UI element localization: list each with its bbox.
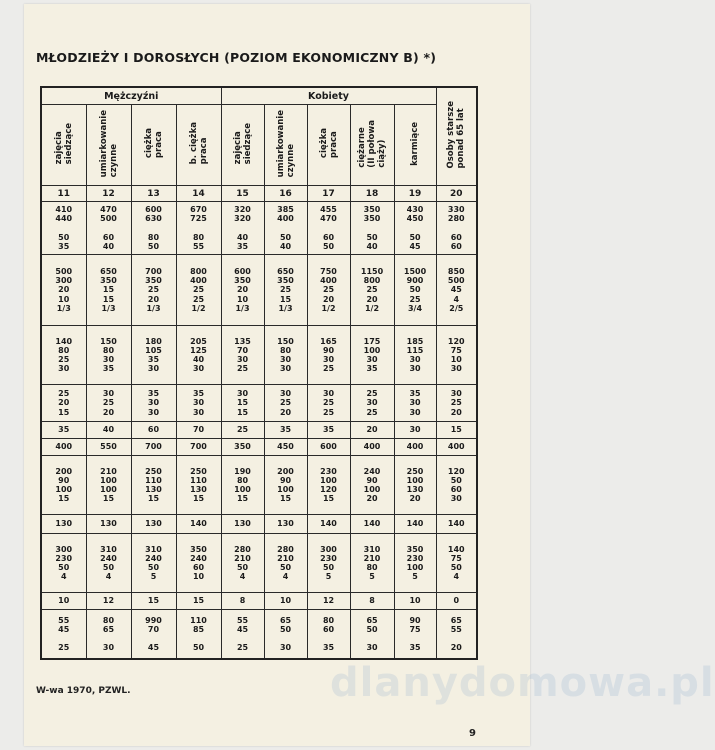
table-cell: 750 400 25 20 1/2 bbox=[307, 255, 350, 326]
table-cell: 250 100 130 20 bbox=[394, 456, 436, 515]
table-row bbox=[41, 439, 477, 456]
table-cell: 12 bbox=[86, 593, 131, 610]
table-cell: 130 bbox=[264, 515, 307, 534]
table-cell: 500 300 20 10 1/3 bbox=[41, 255, 86, 326]
table-cell: 15 bbox=[131, 593, 176, 610]
table-cell: 180 105 35 30 bbox=[131, 326, 176, 385]
table-cell: 165 90 30 25 bbox=[307, 326, 350, 385]
table-cell: 300 230 50 4 bbox=[41, 534, 86, 593]
nutrition-table bbox=[40, 86, 478, 660]
table-cell: 350 350 50 40 bbox=[350, 202, 394, 255]
table-cell: 850 500 45 4 2/5 bbox=[436, 255, 477, 326]
group-header-men: Mężczyźni bbox=[41, 87, 221, 105]
column-header bbox=[86, 105, 131, 186]
column-number: 16 bbox=[264, 186, 307, 202]
table-cell: 15 bbox=[176, 593, 221, 610]
column-header bbox=[350, 105, 394, 186]
table-cell: 670 725 80 55 bbox=[176, 202, 221, 255]
table-cell: 350 bbox=[221, 439, 264, 456]
column-header bbox=[221, 105, 264, 186]
table-cell: 205 125 40 30 bbox=[176, 326, 221, 385]
column-header-label: ciężarne (II połowa ciąży) bbox=[357, 119, 388, 168]
table-cell: 55 45 25 bbox=[41, 610, 86, 660]
column-header bbox=[436, 87, 477, 186]
table-cell: 70 bbox=[176, 422, 221, 439]
table-cell: 600 630 80 50 bbox=[131, 202, 176, 255]
table-cell: 90 75 35 bbox=[394, 610, 436, 660]
column-header bbox=[131, 105, 176, 186]
column-number: 13 bbox=[131, 186, 176, 202]
table-cell: 240 90 100 20 bbox=[350, 456, 394, 515]
table-cell: 15 bbox=[436, 422, 477, 439]
table-cell: 600 350 20 10 1/3 bbox=[221, 255, 264, 326]
table-cell: 35 bbox=[307, 422, 350, 439]
table-cell: 25 bbox=[221, 422, 264, 439]
table-cell: 135 70 30 25 bbox=[221, 326, 264, 385]
table-cell: 190 80 100 15 bbox=[221, 456, 264, 515]
table-cell: 30 25 20 bbox=[264, 385, 307, 422]
table-row bbox=[41, 456, 477, 515]
watermark: dlanydomowa.pl bbox=[330, 660, 715, 706]
table-cell: 130 bbox=[131, 515, 176, 534]
table-cell: 30 25 20 bbox=[86, 385, 131, 422]
table-cell: 210 100 100 15 bbox=[86, 456, 131, 515]
table-cell: 280 210 50 4 bbox=[264, 534, 307, 593]
table-cell: 310 240 50 4 bbox=[86, 534, 131, 593]
table-cell: 140 80 25 30 bbox=[41, 326, 86, 385]
column-header bbox=[41, 105, 86, 186]
table-cell: 120 75 10 30 bbox=[436, 326, 477, 385]
group-header-women: Kobiety bbox=[221, 87, 436, 105]
table-cell: 320 320 40 35 bbox=[221, 202, 264, 255]
table-cell: 470 500 60 40 bbox=[86, 202, 131, 255]
table-cell: 25 20 15 bbox=[41, 385, 86, 422]
table-cell: 0 bbox=[436, 593, 477, 610]
column-header-label: zajęcia siedzące bbox=[232, 122, 253, 165]
column-header bbox=[307, 105, 350, 186]
table-cell: 400 bbox=[350, 439, 394, 456]
table-row bbox=[41, 515, 477, 534]
column-header-label: Osoby starsze ponad 65 lat bbox=[446, 101, 467, 169]
table-cell: 230 100 120 15 bbox=[307, 456, 350, 515]
table-row bbox=[41, 326, 477, 385]
table-cell: 10 bbox=[264, 593, 307, 610]
table-cell: 200 90 100 15 bbox=[41, 456, 86, 515]
table-cell: 650 350 25 15 1/3 bbox=[264, 255, 307, 326]
table-cell: 410 440 50 35 bbox=[41, 202, 86, 255]
column-header-label: ciężka praca bbox=[318, 128, 339, 159]
table-cell: 35 bbox=[264, 422, 307, 439]
table-cell: 350 230 100 5 bbox=[394, 534, 436, 593]
column-number: 20 bbox=[436, 186, 477, 202]
page-title: MŁODZIEŻY I DOROSŁYCH (POZIOM EKONOMICZNY B) *) bbox=[36, 50, 437, 65]
table-cell: 455 470 60 50 bbox=[307, 202, 350, 255]
table-cell: 80 60 35 bbox=[307, 610, 350, 660]
column-number: 19 bbox=[394, 186, 436, 202]
table-cell: 600 bbox=[307, 439, 350, 456]
table-cell: 250 110 130 15 bbox=[131, 456, 176, 515]
table-cell: 700 350 25 20 1/3 bbox=[131, 255, 176, 326]
table-cell: 1150 800 25 20 1/2 bbox=[350, 255, 394, 326]
table-cell: 140 bbox=[176, 515, 221, 534]
table-cell: 300 230 50 5 bbox=[307, 534, 350, 593]
table-cell: 40 bbox=[86, 422, 131, 439]
table-cell: 10 bbox=[394, 593, 436, 610]
table-cell: 35 30 30 bbox=[131, 385, 176, 422]
table-cell: 30 25 25 bbox=[307, 385, 350, 422]
column-number: 15 bbox=[221, 186, 264, 202]
table-cell: 35 30 30 bbox=[394, 385, 436, 422]
column-header-label: ciężka praca bbox=[143, 128, 164, 159]
table-cell: 10 bbox=[41, 593, 86, 610]
table-cell: 990 70 45 bbox=[131, 610, 176, 660]
column-number: 17 bbox=[307, 186, 350, 202]
table-cell: 120 50 60 30 bbox=[436, 456, 477, 515]
table-cell: 25 30 25 bbox=[350, 385, 394, 422]
column-header-label: b. ciężka praca bbox=[188, 122, 209, 165]
table-cell: 1500 900 50 25 3/4 bbox=[394, 255, 436, 326]
table-cell: 8 bbox=[221, 593, 264, 610]
table-cell: 310 210 80 5 bbox=[350, 534, 394, 593]
column-header bbox=[394, 105, 436, 186]
column-header-label: zajęcia siedzące bbox=[53, 122, 74, 165]
table-cell: 130 bbox=[41, 515, 86, 534]
table-row bbox=[41, 255, 477, 326]
table-cell: 30 15 15 bbox=[221, 385, 264, 422]
table-cell: 400 bbox=[41, 439, 86, 456]
table-cell: 65 55 20 bbox=[436, 610, 477, 660]
table-cell: 8 bbox=[350, 593, 394, 610]
table-cell: 350 240 60 10 bbox=[176, 534, 221, 593]
table-row bbox=[41, 202, 477, 255]
footer-note: W-wa 1970, PZWL. bbox=[36, 686, 131, 696]
table-cell: 150 80 30 30 bbox=[264, 326, 307, 385]
table-cell: 55 45 25 bbox=[221, 610, 264, 660]
table-cell: 130 bbox=[86, 515, 131, 534]
table-cell: 650 350 15 15 1/3 bbox=[86, 255, 131, 326]
table-cell: 30 25 20 bbox=[436, 385, 477, 422]
column-number: 12 bbox=[86, 186, 131, 202]
table-cell: 140 bbox=[350, 515, 394, 534]
table-cell: 35 30 30 bbox=[176, 385, 221, 422]
table-cell: 20 bbox=[350, 422, 394, 439]
table-row bbox=[41, 385, 477, 422]
table-cell: 35 bbox=[41, 422, 86, 439]
table-cell: 60 bbox=[131, 422, 176, 439]
table-cell: 80 65 30 bbox=[86, 610, 131, 660]
column-header bbox=[176, 105, 221, 186]
table-cell: 65 50 30 bbox=[264, 610, 307, 660]
table-cell: 250 110 130 15 bbox=[176, 456, 221, 515]
column-header-label: umiarkowanie czynne bbox=[275, 109, 296, 178]
table-cell: 310 240 50 5 bbox=[131, 534, 176, 593]
table-cell: 140 bbox=[394, 515, 436, 534]
table-cell: 140 bbox=[307, 515, 350, 534]
column-header-label: umiarkowanie czynne bbox=[98, 109, 119, 178]
column-number: 14 bbox=[176, 186, 221, 202]
column-number: 18 bbox=[350, 186, 394, 202]
table-cell: 200 90 100 15 bbox=[264, 456, 307, 515]
table-cell: 150 80 30 35 bbox=[86, 326, 131, 385]
table-cell: 30 bbox=[394, 422, 436, 439]
table-row bbox=[41, 593, 477, 610]
page-number: 9 bbox=[469, 728, 476, 739]
table-cell: 550 bbox=[86, 439, 131, 456]
table-cell: 280 210 50 4 bbox=[221, 534, 264, 593]
table-cell: 65 50 30 bbox=[350, 610, 394, 660]
table-cell: 185 115 30 30 bbox=[394, 326, 436, 385]
table-cell: 400 bbox=[436, 439, 477, 456]
table-cell: 700 bbox=[176, 439, 221, 456]
table-cell: 175 100 30 35 bbox=[350, 326, 394, 385]
column-header-label: karmiące bbox=[410, 121, 421, 166]
table-row bbox=[41, 610, 477, 660]
table-cell: 12 bbox=[307, 593, 350, 610]
table-cell: 800 400 25 25 1/2 bbox=[176, 255, 221, 326]
table-row bbox=[41, 422, 477, 439]
table-cell: 330 280 60 60 bbox=[436, 202, 477, 255]
table-cell: 700 bbox=[131, 439, 176, 456]
table-cell: 430 450 50 45 bbox=[394, 202, 436, 255]
table-cell: 140 75 50 4 bbox=[436, 534, 477, 593]
column-number: 11 bbox=[41, 186, 86, 202]
table-row bbox=[41, 534, 477, 593]
table-cell: 400 bbox=[394, 439, 436, 456]
table-cell: 110 85 50 bbox=[176, 610, 221, 660]
table-cell: 130 bbox=[221, 515, 264, 534]
column-header bbox=[264, 105, 307, 186]
table-cell: 385 400 50 40 bbox=[264, 202, 307, 255]
table-cell: 140 bbox=[436, 515, 477, 534]
table-cell: 450 bbox=[264, 439, 307, 456]
